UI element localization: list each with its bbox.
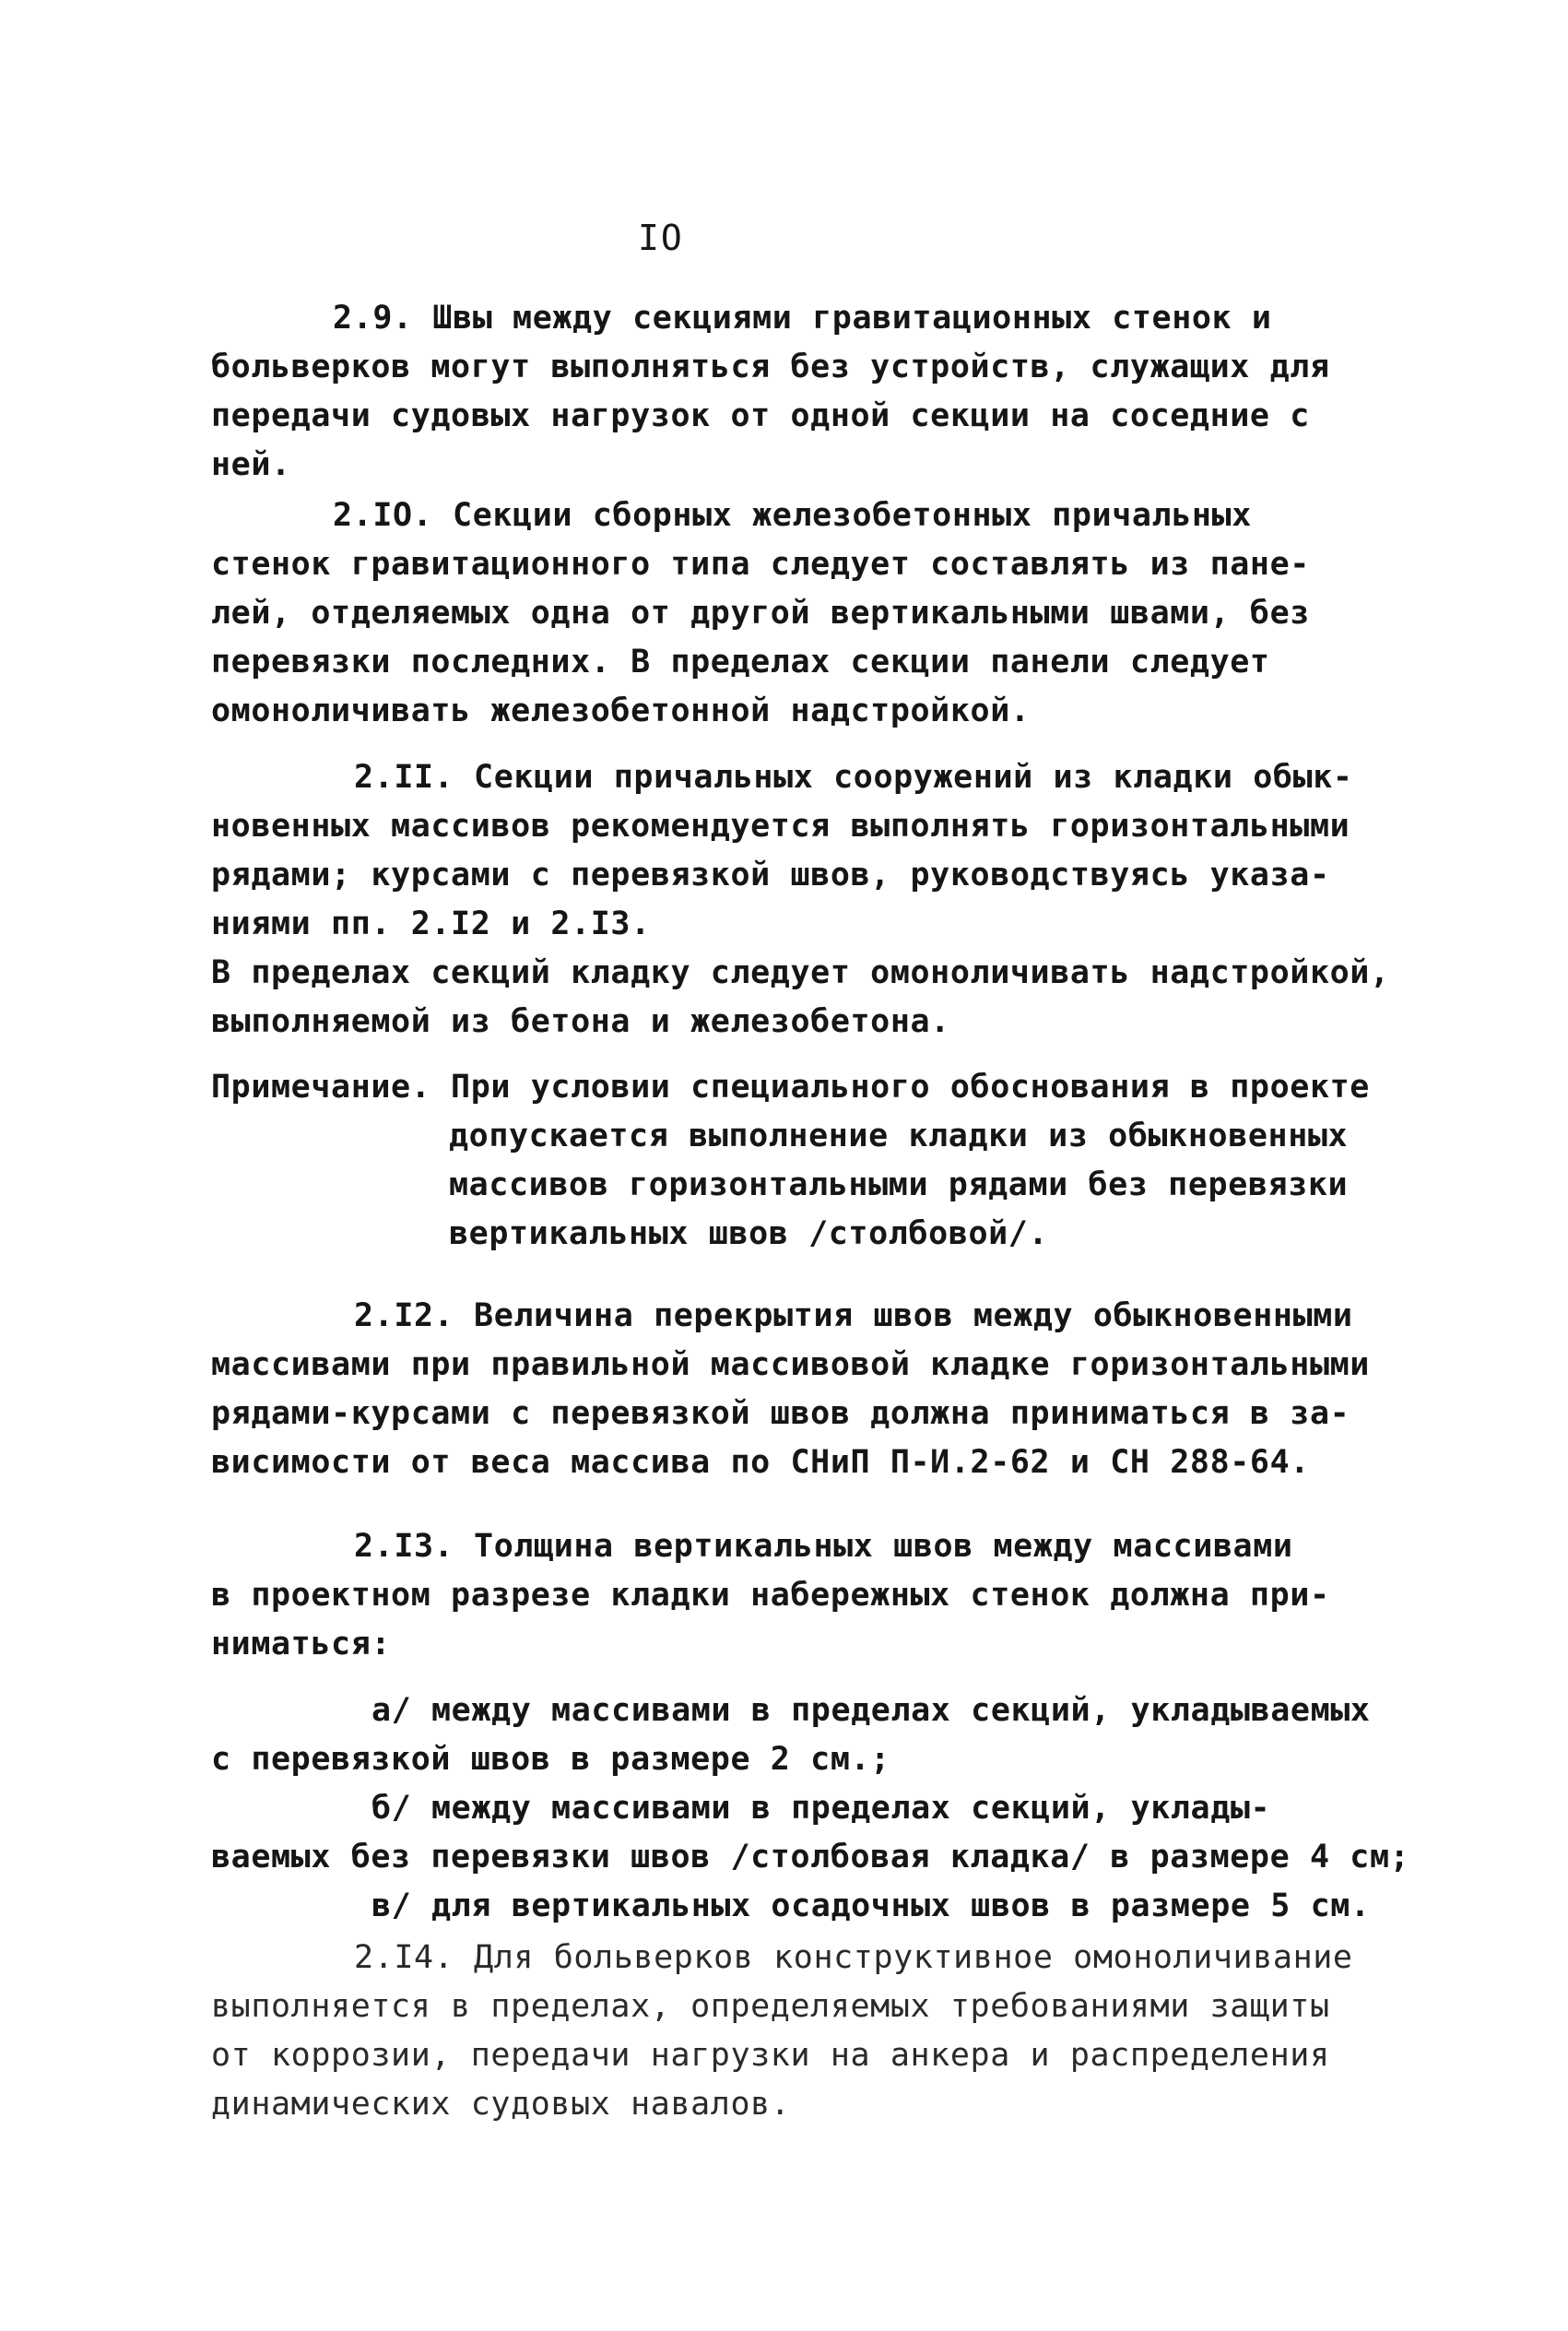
text-line: 2.II. Секции причальных сооружений из кладки обык- xyxy=(354,759,1353,796)
text-line: ваемых без перевязки швов /столбовая кладка/ в размере 4 см; xyxy=(211,1839,1410,1875)
text-line: 2.I3. Толщина вертикальных швов между массивами xyxy=(354,1528,1293,1565)
list-item: в/ для вертикальных осадочных швов в размере 5 см. xyxy=(371,1887,1371,1924)
text-line: 2.I4. Для больверков конструктивное омоноличивание xyxy=(354,1939,1353,1976)
text-line: в проектном разрезе кладки набережных стенок должна при- xyxy=(211,1577,1330,1614)
text-line: динамических судовых навалов. xyxy=(211,2086,791,2123)
text-line: передачи судовых нагрузок от одной секции на соседние с xyxy=(211,397,1310,434)
text-line: новенных массивов рекомендуется выполнять горизонтальными xyxy=(211,808,1350,845)
note-line: допускается выполнение кладки из обыкновенных xyxy=(449,1118,1349,1154)
text-line: рядами-курсами с перевязкой швов должна приниматься в за- xyxy=(211,1395,1350,1432)
text-line: В пределах секций кладку следует омоноличивать надстройкой, xyxy=(211,954,1390,991)
text-line: с перевязкой швов в размере 2 см.; xyxy=(211,1741,890,1778)
text-line: омоноличивать железобетонной надстройкой. xyxy=(211,692,1031,729)
text-line: ниматься: xyxy=(211,1626,392,1662)
text-line: лей, отделяемых одна от другой вертикальными швами, без xyxy=(211,595,1310,632)
text-line: выполняется в пределах, определяемых требованиями защиты xyxy=(211,1988,1330,2025)
text-line: 2.9. Швы между секциями гравитационных стенок и xyxy=(333,300,1272,337)
text-line: висимости от веса массива по СНиП П-И.2-62 и СН 288-64. xyxy=(211,1444,1310,1481)
text-line: 2.I2. Величина перекрытия швов между обыкновенными xyxy=(354,1297,1353,1334)
text-line: 2.IO. Секции сборных железобетонных причальных xyxy=(333,497,1252,534)
text-line: рядами; курсами с перевязкой швов, руководствуясь указа- xyxy=(211,857,1330,893)
text-line: от коррозии, передачи нагрузки на анкера и распределения xyxy=(211,2037,1330,2074)
text-line: перевязки последних. В пределах секции панели следует xyxy=(211,644,1270,680)
note-line: вертикальных швов /столбовой/. xyxy=(449,1215,1049,1252)
text-line: выполняемой из бетона и железобетона. xyxy=(211,1003,950,1040)
text-line: ней. xyxy=(211,446,291,483)
text-line: ниями пп. 2.I2 и 2.I3. xyxy=(211,905,651,942)
list-item: б/ между массивами в пределах секций, уклады- xyxy=(371,1790,1271,1827)
note-line: Примечание. При условии специального обоснования в проекте xyxy=(211,1069,1370,1106)
list-item: а/ между массивами в пределах секций, укладываемых xyxy=(371,1692,1371,1729)
text-line: больверков могут выполняться без устройств, служащих для xyxy=(211,349,1330,385)
text-line: стенок гравитационного типа следует составлять из пане- xyxy=(211,546,1310,583)
text-line: массивами при правильной массивовой кладке горизонтальными xyxy=(211,1346,1370,1383)
page-number: IO xyxy=(638,218,684,258)
note-line: массивов горизонтальными рядами без перевязки xyxy=(449,1166,1349,1203)
